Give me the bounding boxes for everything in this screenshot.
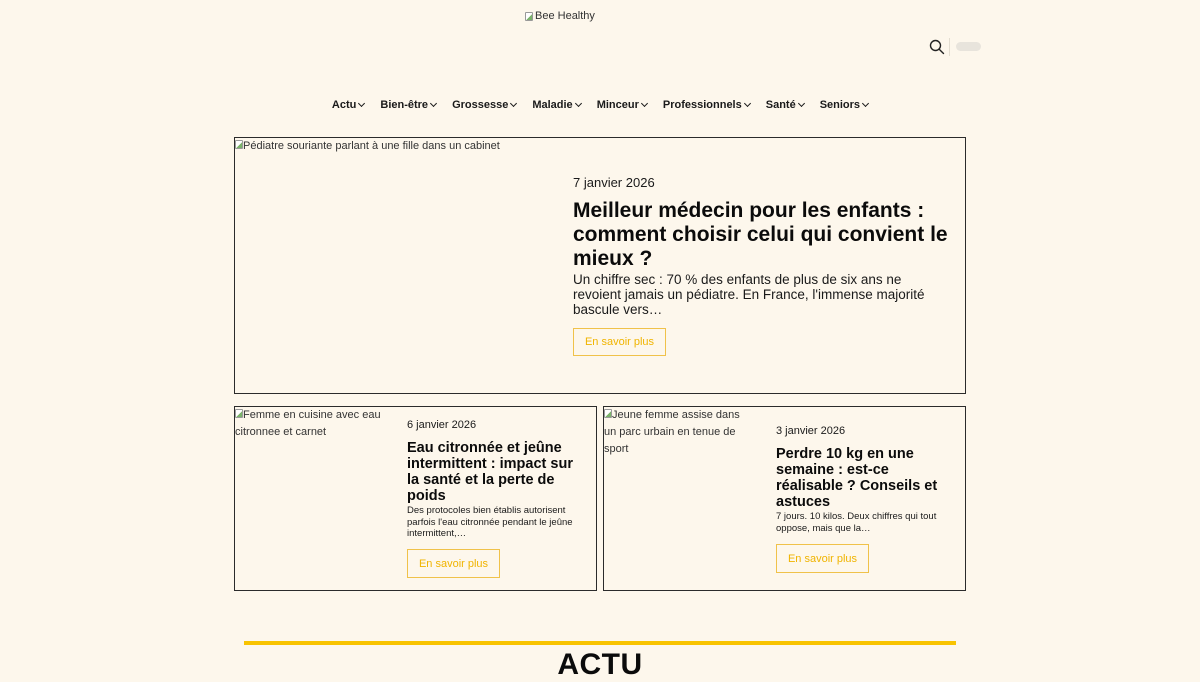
dark-mode-toggle[interactable]: [956, 42, 981, 51]
chevron-down-icon: [510, 100, 517, 107]
nav-item-label: Bien-être: [380, 99, 429, 111]
search-icon: [929, 39, 945, 55]
nav-item-seniors[interactable]: [812, 99, 876, 111]
read-more-button[interactable]: En savoir plus: [573, 328, 666, 356]
section-divider: [244, 641, 956, 645]
featured-post-image[interactable]: [235, 138, 535, 155]
post-title[interactable]: Perdre 10 kg en une semaine : est-ce réalisable ? Conseils et astuces: [776, 446, 938, 510]
nav-item-professionnels[interactable]: [655, 99, 758, 111]
chevron-down-icon: [641, 100, 648, 107]
post-title[interactable]: Eau citronnée et jeûne intermittent : impact sur la santé et la perte de poids: [407, 440, 573, 504]
nav-item-label: Actu: [331, 99, 357, 111]
header-divider: [949, 38, 950, 56]
read-more-button[interactable]: En savoir plus: [407, 549, 500, 578]
nav-item-actu[interactable]: [324, 99, 372, 111]
chevron-down-icon: [358, 100, 365, 107]
nav-item-label: Santé: [765, 99, 796, 111]
post-title[interactable]: Meilleur médecin pour les enfants : comment choisir celui qui convient le mieux ?: [573, 199, 948, 270]
logo-alt-text: Bee Healthy: [535, 10, 595, 22]
chevron-down-icon: [744, 100, 751, 107]
nav-item-bien-etre[interactable]: [372, 99, 444, 111]
section-title: ACTU: [557, 648, 643, 681]
image-alt-text: Jeune femme assise dans un parc urbain en tenue de sport: [604, 409, 740, 455]
post-card: [234, 406, 597, 591]
broken-image-icon: [525, 12, 533, 21]
site-logo[interactable]: [525, 10, 595, 22]
nav-item-label: Minceur: [596, 99, 639, 111]
chevron-down-icon: [430, 100, 437, 107]
broken-image-icon: [604, 409, 612, 418]
featured-post-card: [234, 137, 966, 394]
nav-item-label: Seniors: [819, 99, 861, 111]
broken-image-icon: [235, 409, 243, 418]
post-date: 7 janvier 2026: [573, 175, 655, 190]
image-alt-text: Femme en cuisine avec eau citronnee et carnet: [235, 409, 381, 438]
post-excerpt: Un chiffre sec : 70 % des enfants de plus de six ans ne revoient jamais un pédiatre. En France, l'immense majorité bascule vers…: [573, 272, 925, 317]
nav-item-label: Professionnels: [662, 99, 742, 111]
nav-item-grossesse[interactable]: [444, 99, 524, 111]
nav-item-maladie[interactable]: [524, 99, 588, 111]
search-button[interactable]: [929, 39, 945, 55]
post-excerpt: 7 jours. 10 kilos. Deux chiffres qui tout oppose, mais que la…: [776, 511, 937, 534]
image-alt-text: Pédiatre souriante parlant à une fille dans un cabinet: [243, 140, 500, 152]
post-excerpt: Des protocoles bien établis autorisent parfois l'eau citronnée pendant le jeûne intermittent,…: [407, 505, 573, 539]
main-navigation: [0, 99, 1200, 111]
nav-item-label: Grossesse: [452, 99, 509, 111]
broken-image-icon: [235, 140, 243, 149]
nav-item-label: Maladie: [532, 99, 573, 111]
post-date: 3 janvier 2026: [776, 425, 846, 437]
chevron-down-icon: [862, 100, 869, 107]
chevron-down-icon: [798, 100, 805, 107]
nav-item-sante[interactable]: [758, 99, 812, 111]
nav-item-minceur[interactable]: [589, 99, 655, 111]
post-date: 6 janvier 2026: [407, 419, 477, 431]
read-more-button[interactable]: En savoir plus: [776, 544, 869, 573]
post-image[interactable]: [604, 407, 754, 458]
post-card: [603, 406, 966, 591]
chevron-down-icon: [575, 100, 582, 107]
post-image[interactable]: [235, 407, 385, 441]
